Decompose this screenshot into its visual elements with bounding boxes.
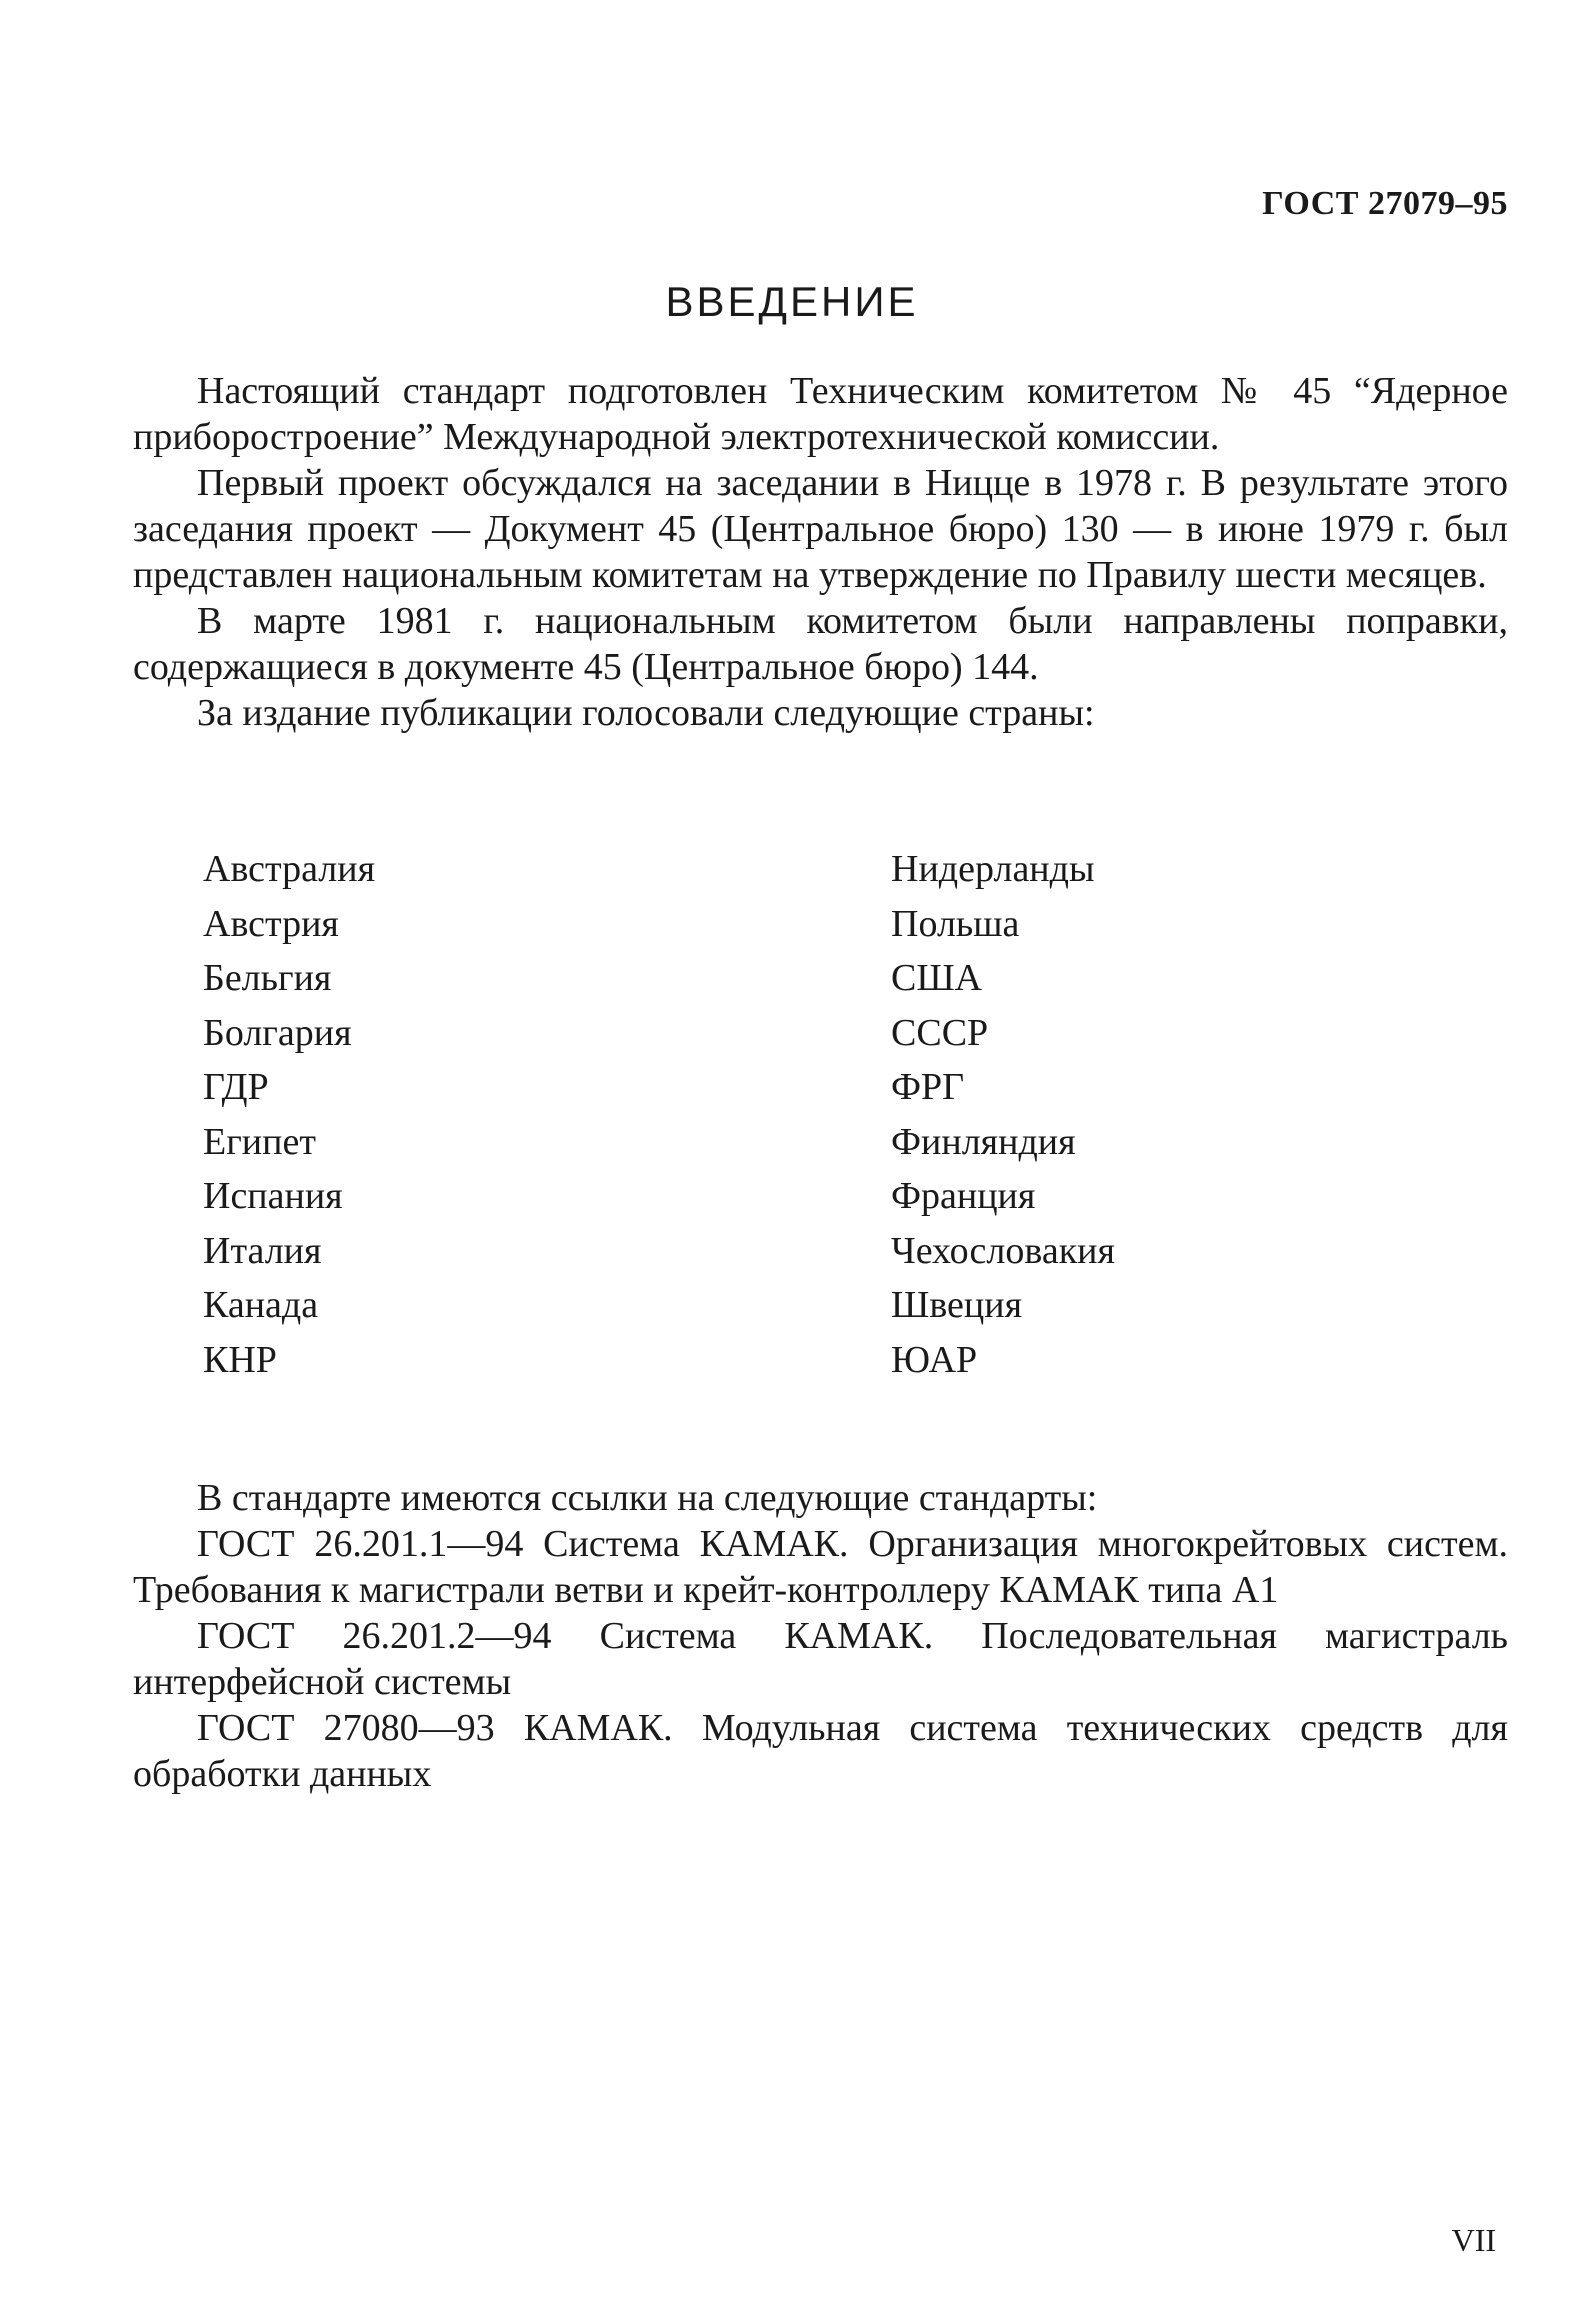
country-item: Италия xyxy=(203,1229,322,1272)
country-column-left xyxy=(203,842,375,1387)
country-item: Австрия xyxy=(203,902,339,945)
country-item: Чехословакия xyxy=(891,1229,1115,1272)
introduction-text xyxy=(133,368,1508,736)
country-item: Франция xyxy=(891,1175,1036,1217)
paragraph-first-draft: Первый проект обсуждался на заседании в Ницце в 1978 г. В результате этого заседания проект — Документ 45 (Центральное бюро) 130 — в июне 1979 г. был представлен национальным комитетам на утверждение по Правилу шести месяцев. xyxy=(133,462,1508,596)
paragraph-committee: Настоящий стандарт подготовлен Техническим комитетом № 45 “Ядерное приборостроение” Международной электротехнической комиссии. xyxy=(133,370,1508,458)
reference-item: ГОСТ 26.201.1—94 Система КАМАК. Организация многокрейтовых систем. Требования к магистрали ветви и крейт-контроллеру КАМАК типа А1 xyxy=(133,1523,1508,1611)
country-item: ГДР xyxy=(203,1066,269,1108)
country-item: Швеция xyxy=(891,1284,1023,1326)
country-item: Канада xyxy=(203,1284,319,1326)
country-item: Болгария xyxy=(203,1011,352,1054)
country-item: Египет xyxy=(203,1120,316,1163)
paragraph-amendments: В марте 1981 г. национальным комитетом были направлены поправки, содержащиеся в документе 45 (Центральное бюро) 144. xyxy=(133,600,1508,688)
country-item: Испания xyxy=(203,1175,343,1217)
country-column-right xyxy=(891,842,1115,1387)
country-item: США xyxy=(891,957,983,999)
reference-item: ГОСТ 27080—93 КАМАК. Модульная система технических средств для обработки данных xyxy=(133,1707,1508,1795)
country-item: КНР xyxy=(203,1338,277,1381)
document-code: ГОСТ 27079–95 xyxy=(1262,185,1508,222)
country-item: СССР xyxy=(891,1011,989,1054)
country-item: Нидерланды xyxy=(891,848,1095,890)
reference-item: ГОСТ 26.201.2—94 Система КАМАК. Последовательная магистраль интерфейсной системы xyxy=(133,1615,1508,1703)
country-item: Польша xyxy=(891,902,1020,945)
references-section xyxy=(133,1475,1508,1797)
country-item: ЮАР xyxy=(891,1338,978,1381)
section-title: ВВЕДЕНИЕ xyxy=(665,278,919,325)
country-item: Австралия xyxy=(203,848,376,890)
country-item: Бельгия xyxy=(203,957,332,999)
references-intro: В стандарте имеются ссылки на следующие стандарты: xyxy=(197,1477,1098,1519)
country-item: ФРГ xyxy=(891,1066,965,1108)
country-item: Финляндия xyxy=(891,1120,1076,1163)
paragraph-voting-countries: За издание публикации голосовали следующие страны: xyxy=(197,692,1095,734)
page-number: VII xyxy=(1451,2222,1496,2258)
